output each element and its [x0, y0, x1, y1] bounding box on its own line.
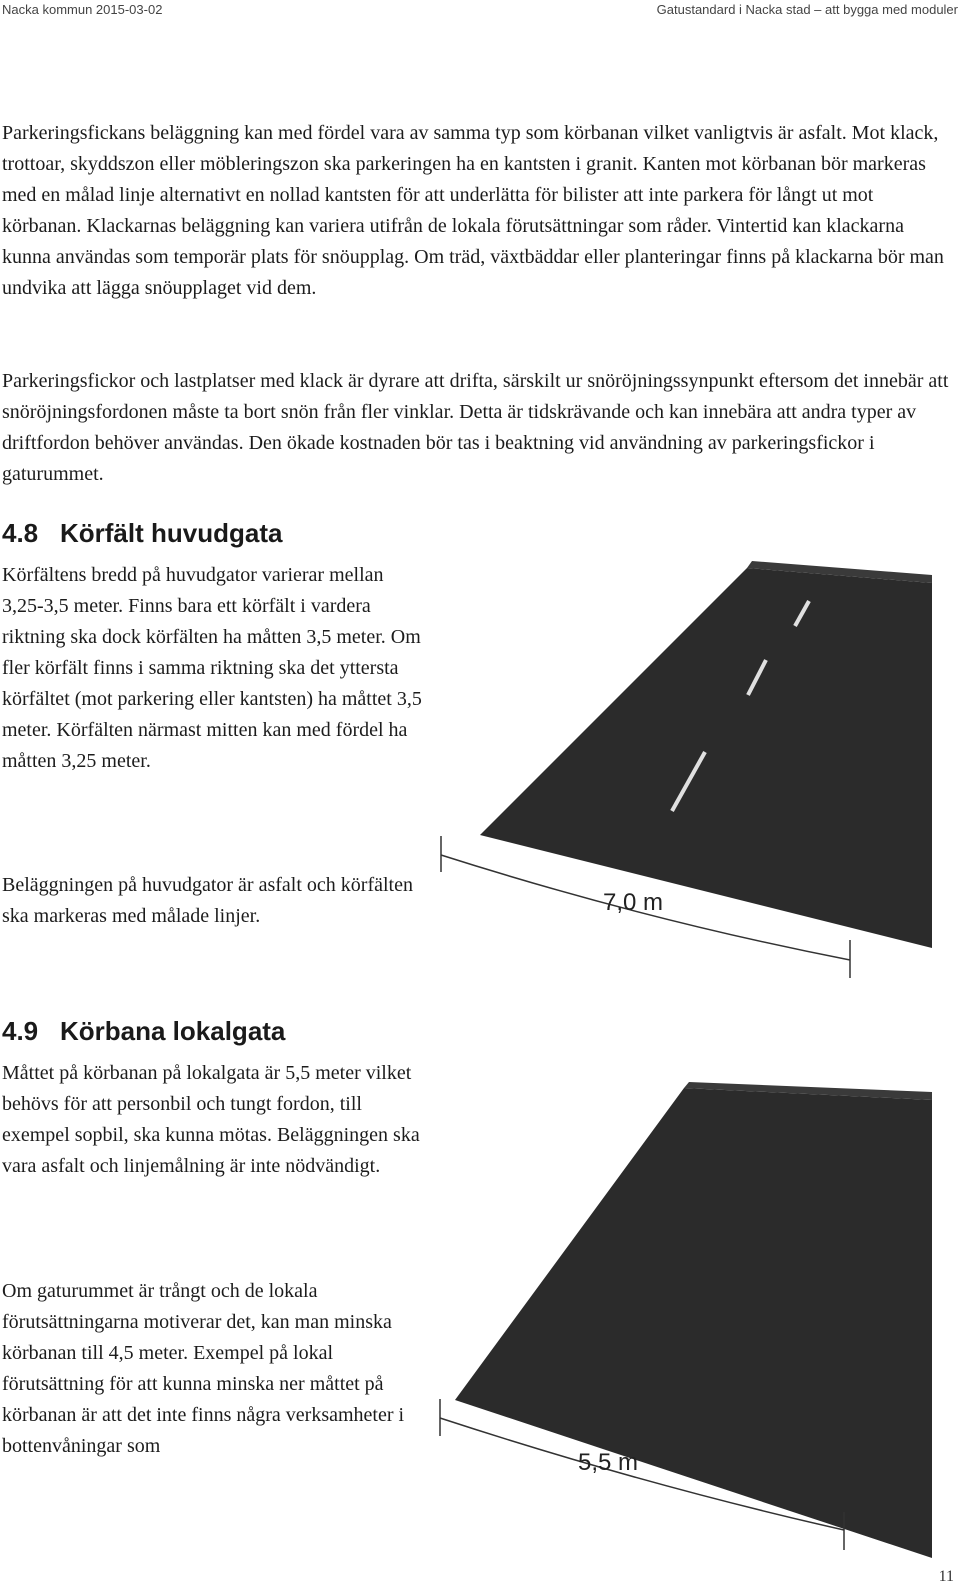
main-road-figure — [441, 561, 932, 978]
section-4-8-paragraph-1: Körfältens bredd på huvudgator varierar mellan 3,25-3,5 meter. Finns bara ett körfält i vardera riktning ska dock körfälten ha måtten 3,5 meter. Om fler körfält finns i samma riktning ska det yttersta körfältet (mot parkering eller kantsten) ha måttet 3,5 meter. Körfälten närmast mitten kan med fördel ha måtten 3,25 meter. — [2, 564, 422, 772]
section-4-9-paragraph-2: Om gaturummet är trångt och de lokala förutsättningarna motiverar det, kan man minska körbanan till 4,5 meter. Exempel på lokal förutsättning för att kunna minska ner måttet på körbanan är att det inte finns några verksamheter i bottenvåningar som — [2, 1280, 405, 1457]
page-number: 11 — [938, 1568, 954, 1585]
section-number: 4.8 — [2, 518, 39, 548]
section-4-9-paragraph-1: Måttet på körbanan på lokalgata är 5,5 meter vilket behövs för att personbil och tungt fordon, till exempel sopbil, ska kunna mötas. Beläggningen ska vara asfalt och linjemålning är inte nödvändigt. — [2, 1062, 420, 1177]
intro-paragraph-2: Parkeringsfickor och lastplatser med klack är dyrare att drifta, särskilt ur snöröjningssynpunkt eftersom det innebär att snöröjningsfordonen måste ta bort snön från fler vinklar. Detta är tidskrävande och kan innebära att andra typer av driftfordon behöver användas. Den ökade kostnaden bör tas i beaktning vid användning av parkeringsfickor i gaturummet. — [2, 370, 949, 485]
intro-paragraph-1: Parkeringsfickans beläggning kan med fördel vara av samma typ som körbanan vilket vanligtvis är asfalt. Mot klack, trottoar, skyddszon eller möbleringszon ska parkeringen ha en kantsten i granit. Kanten mot körbanan bör markeras med en målad linje alternativt en nollad kantsten för att underlätta för bilister att inte parkera för långt ut mot körbanan. Klackarnas beläggning kan variera utifrån de lokala förutsättningar som råder. Vintertid kan klackarna kunna användas som temporär plats för snöupplag. Om träd, växtbäddar eller planteringar finns på klackarna bör man undvika att lägga snöupplaget vid dem. — [2, 122, 944, 299]
header-left: Nacka kommun 2015-03-02 — [2, 2, 163, 17]
local-road-figure — [440, 1082, 932, 1558]
section-title: Körfält huvudgata — [60, 518, 283, 548]
section-number: 4.9 — [2, 1016, 39, 1046]
section-title: Körbana lokalgata — [60, 1016, 286, 1046]
section-4-9-heading — [2, 1016, 285, 1047]
main-road-surface — [480, 568, 932, 948]
header-right: Gatustandard i Nacka stad – att bygga med moduler — [656, 2, 958, 17]
section-4-8-paragraph-2: Beläggningen på huvudgator är asfalt och körfälten ska markeras med målade linjer. — [2, 874, 413, 927]
dimension-label-5-5: 5,5 m — [578, 1449, 639, 1476]
dimension-label-7-0: 7,0 m — [603, 889, 664, 916]
local-road-surface — [455, 1088, 932, 1558]
